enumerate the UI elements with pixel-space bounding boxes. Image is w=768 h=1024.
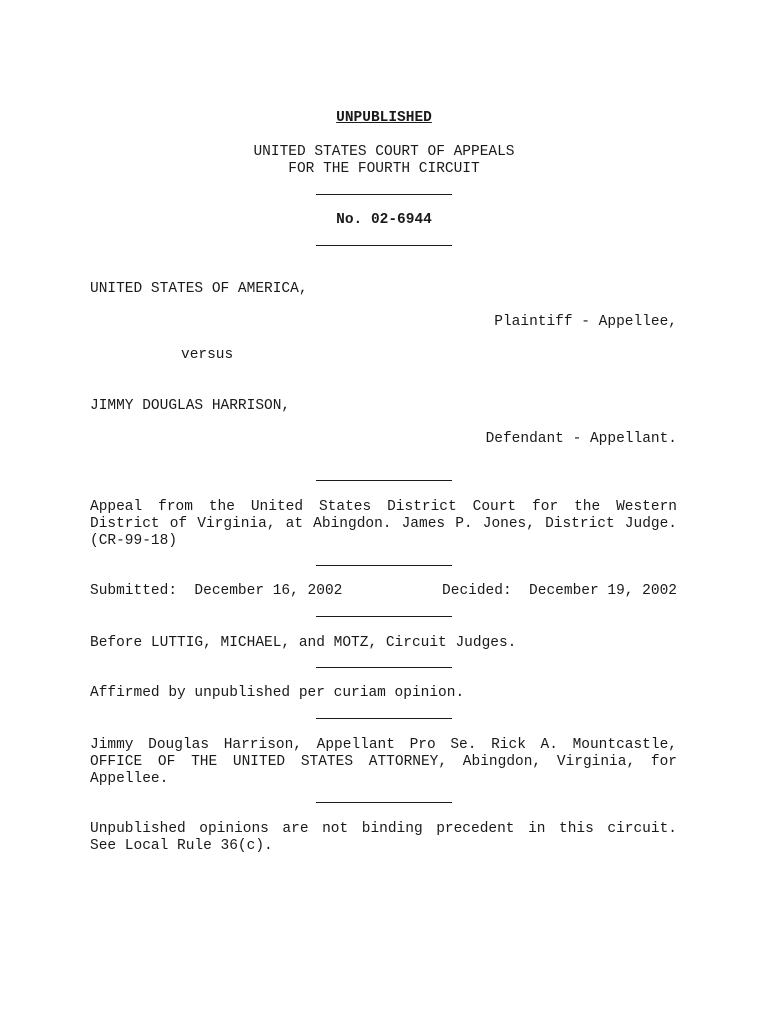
defendant-role: Defendant - Appellant.: [485, 431, 677, 447]
divider-rule: [316, 480, 452, 481]
notice-line: Unpublished opinions are not binding precedent in this circuit.: [90, 821, 677, 837]
panel-judges: Before LUTTIG, MICHAEL, and MOTZ, Circuit Judges.: [90, 635, 517, 651]
divider-rule: [316, 616, 452, 617]
divider-rule: [316, 245, 452, 246]
divider-rule: [316, 802, 452, 803]
disposition: Affirmed by unpublished per curiam opinion.: [90, 685, 465, 701]
unpublished-heading: UNPUBLISHED: [336, 110, 432, 126]
divider-rule: [316, 194, 452, 195]
appeal-paragraph: [90, 499, 677, 550]
notice-line: See Local Rule 36(c).: [90, 838, 273, 854]
plaintiff-role: Plaintiff - Appellee,: [494, 314, 677, 330]
court-name-line-2: FOR THE FOURTH CIRCUIT: [288, 161, 480, 177]
versus-text: versus: [181, 347, 234, 363]
decided-date: Decided: December 19, 2002: [442, 583, 677, 599]
appeal-line: (CR-99-18): [90, 533, 178, 549]
submitted-date: Submitted: December 16, 2002: [90, 583, 343, 599]
divider-rule: [316, 565, 452, 566]
defendant-name: JIMMY DOUGLAS HARRISON,: [90, 398, 291, 414]
counsel-line: Jimmy Douglas Harrison, Appellant Pro Se. Rick A. Mountcastle,: [90, 737, 677, 753]
counsel-paragraph: [90, 737, 677, 788]
counsel-line: OFFICE OF THE UNITED STATES ATTORNEY, Abingdon, Virginia, for: [90, 754, 677, 770]
precedent-notice: [90, 821, 677, 855]
appeal-line: Appeal from the United States District Court for the Western: [90, 499, 677, 515]
counsel-line: Appellee.: [90, 771, 169, 787]
case-number: No. 02-6944: [336, 212, 432, 228]
appeal-line: District of Virginia, at Abingdon. James P. Jones, District Judge.: [90, 516, 677, 532]
divider-rule: [316, 718, 452, 719]
divider-rule: [316, 667, 452, 668]
plaintiff-name: UNITED STATES OF AMERICA,: [90, 281, 308, 297]
court-name-line-1: UNITED STATES COURT OF APPEALS: [253, 144, 515, 160]
